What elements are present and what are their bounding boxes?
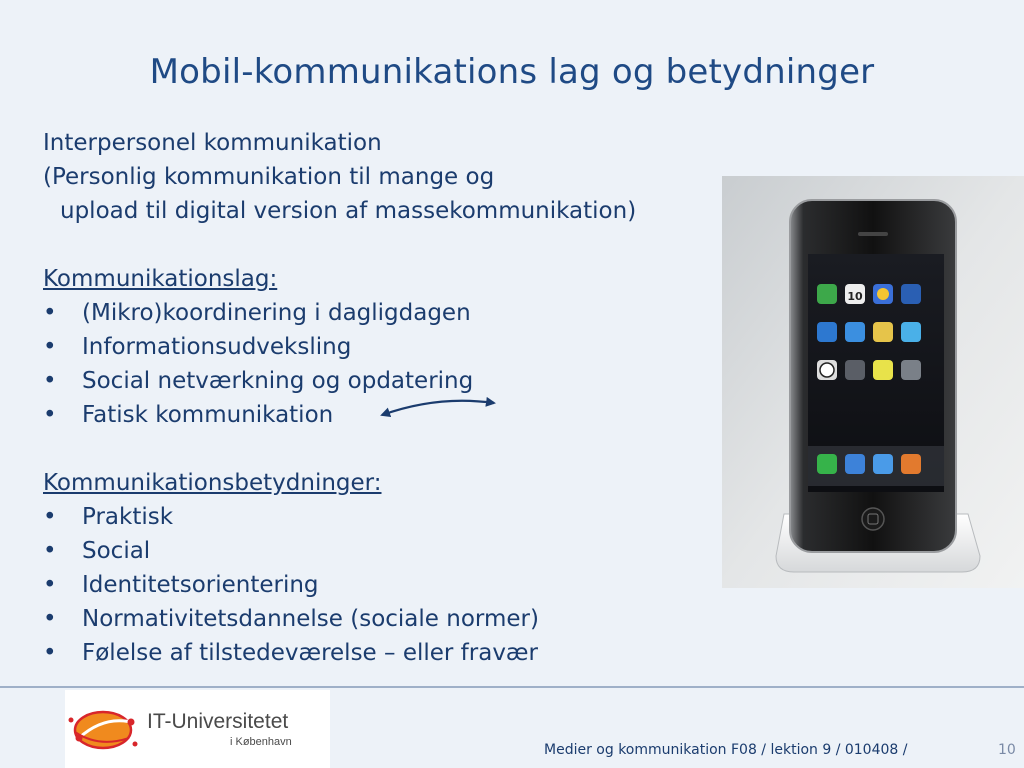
- iphone-photo: [722, 176, 1024, 588]
- bullet-icon: •: [43, 640, 57, 666]
- list-item: • (Mikro)koordinering i dagligdagen: [43, 296, 723, 330]
- bullet-icon: •: [43, 538, 57, 564]
- logo-name: IT-Universitetet: [147, 710, 289, 733]
- intro-line-3: upload til digital version af massekommunikation): [60, 198, 637, 224]
- slide-title: Mobil-kommunikations lag og betydninger: [149, 52, 875, 92]
- footer-divider: [0, 686, 1024, 688]
- list-item: • Identitetsorientering: [43, 568, 723, 602]
- section-heading-betydninger: Kommunikationsbetydninger:: [43, 470, 382, 496]
- intro-line-1: Interpersonel kommunikation: [43, 130, 382, 156]
- bullet-icon: •: [43, 606, 57, 632]
- bullet-icon: •: [43, 300, 57, 326]
- list-item: • Fatisk kommunikation: [43, 398, 723, 432]
- list-item: • Følelse af tilstedeværelse – eller fravær: [43, 636, 723, 670]
- footer-course-text: Medier og kommunikation F08 / lektion 9 / 010408 /: [544, 742, 908, 758]
- spacer: [43, 228, 723, 262]
- double-arrow-icon: [378, 393, 498, 427]
- phone-clock-text: 10: [847, 290, 863, 303]
- list-item: • Social: [43, 534, 723, 568]
- bullet-icon: •: [43, 402, 57, 428]
- list-item: • Praktisk: [43, 500, 723, 534]
- list-item: • Informationsudveksling: [43, 330, 723, 364]
- list-item: • Normativitetsdannelse (sociale normer): [43, 602, 723, 636]
- bullet-icon: •: [43, 504, 57, 530]
- list-item: • Social netværkning og opdatering: [43, 364, 723, 398]
- itu-logo: [65, 690, 330, 768]
- bullet-icon: •: [43, 572, 57, 598]
- bullet-icon: •: [43, 334, 57, 360]
- spacer: [43, 432, 723, 466]
- intro-line-2: (Personlig kommunikation til mange og: [43, 164, 495, 190]
- itu-logo-icon: [65, 698, 145, 758]
- page-number: 10: [998, 742, 1016, 758]
- logo-subtitle: i København: [230, 736, 292, 748]
- bullet-icon: •: [43, 368, 57, 394]
- section-heading-lag: Kommunikationslag:: [43, 266, 278, 292]
